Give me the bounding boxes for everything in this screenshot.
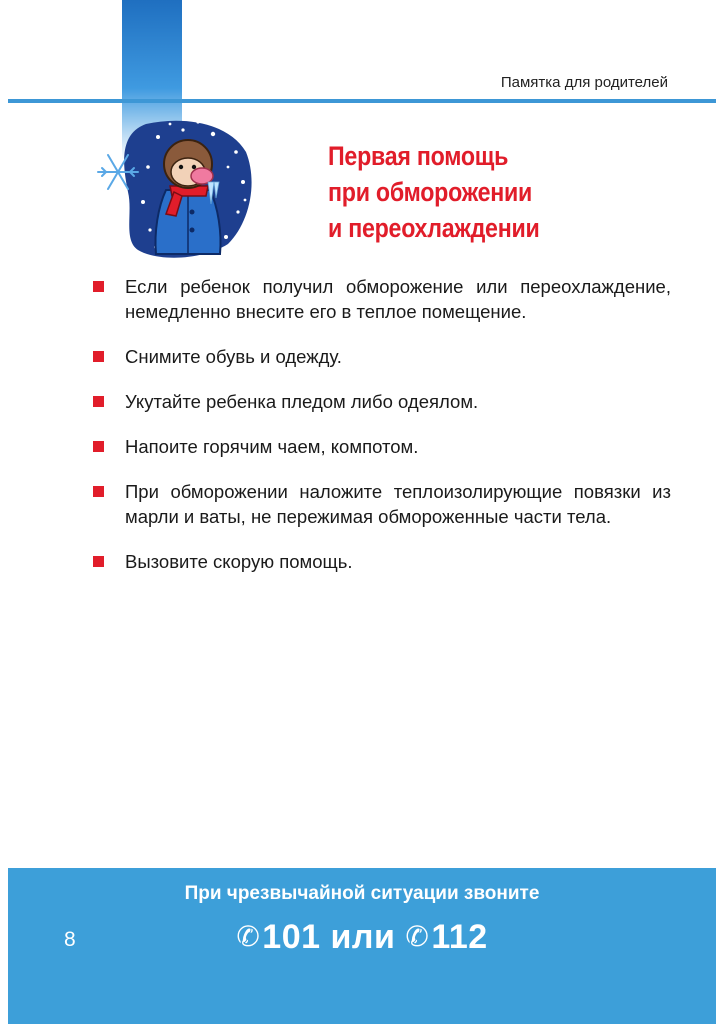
page-number: 8 bbox=[64, 928, 76, 951]
step-item bbox=[93, 549, 671, 574]
bullet-square-icon bbox=[93, 396, 104, 407]
step-text: Укутайте ребенка пледом либо одеялом. bbox=[125, 391, 479, 412]
emergency-note: При чрезвычайной ситуации звоните bbox=[184, 883, 540, 904]
emergency-number-1: 101 bbox=[262, 918, 321, 956]
phone-icon: ✆ bbox=[405, 921, 430, 952]
bullet-square-icon bbox=[93, 441, 104, 452]
step-item bbox=[93, 434, 671, 459]
title-line-2: при обморожении bbox=[328, 177, 533, 207]
emergency-numbers bbox=[8, 918, 716, 957]
step-text: Напоите горячим чаем, компотом. bbox=[125, 436, 419, 457]
emergency-footer bbox=[8, 868, 716, 1024]
bullet-square-icon bbox=[93, 556, 104, 567]
title-line-1: Первая помощь bbox=[328, 141, 509, 171]
frozen-child-illustration bbox=[88, 112, 258, 262]
page-title bbox=[328, 138, 655, 246]
phone-icon: ✆ bbox=[236, 921, 261, 952]
step-text: При обморожении наложите теплоизолирующие повязки из марли и ваты, не пережимая обмороженные части тела. bbox=[125, 481, 671, 527]
numbers-connector: или bbox=[330, 918, 396, 956]
step-text: Снимите обувь и одежду. bbox=[125, 346, 342, 367]
emergency-number-2: 112 bbox=[431, 918, 488, 956]
header-label: Памятка для родителей bbox=[500, 74, 668, 91]
step-item bbox=[93, 274, 671, 324]
step-text: Вызовите скорую помощь. bbox=[125, 551, 353, 572]
header-rule bbox=[8, 99, 716, 103]
step-item bbox=[93, 479, 671, 529]
bullet-square-icon bbox=[93, 351, 104, 362]
first-aid-steps bbox=[93, 274, 671, 594]
step-item bbox=[93, 344, 671, 369]
bullet-square-icon bbox=[93, 281, 104, 292]
step-item bbox=[93, 389, 671, 414]
step-text: Если ребенок получил обморожение или переохлаждение, немедленно внесите его в теплое помещение. bbox=[125, 276, 671, 322]
title-line-3: и переохлаждении bbox=[328, 213, 540, 243]
bullet-square-icon bbox=[93, 486, 104, 497]
